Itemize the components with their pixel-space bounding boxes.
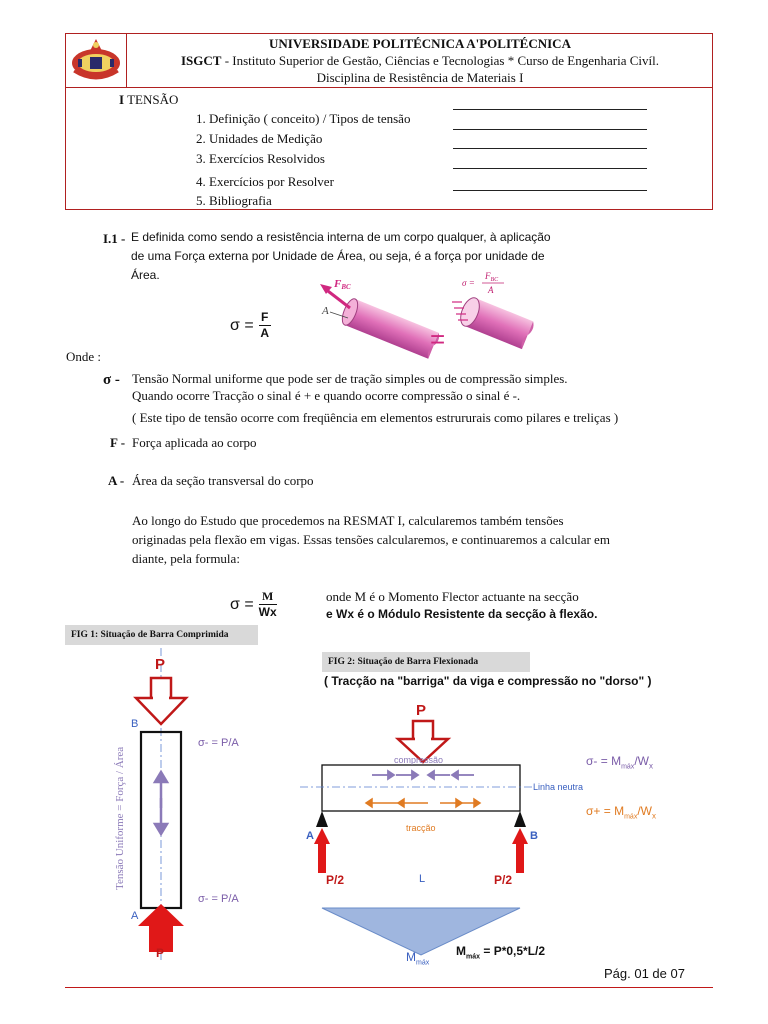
definition-line: Área. xyxy=(131,268,160,282)
fig2-support-b xyxy=(514,811,526,827)
toc-heading-text: TENSÃO xyxy=(127,92,179,107)
fig1-point-a: A xyxy=(131,910,139,922)
paragraph-line: originadas pela flexão em vigas. Essas tensões calcularemos, e continuaremos a calcular em xyxy=(132,532,610,547)
equals-sign: = xyxy=(430,324,446,354)
sigma-note: ( Este tipo de tensão ocorre com freqüência em elementos estrururais como pilares e treliças ) xyxy=(132,410,619,425)
flexure-formula-numerator: M xyxy=(262,589,274,603)
stress-illustration xyxy=(312,272,542,364)
discipline-line: Disciplina de Resistência de Materiais I xyxy=(316,70,524,85)
fig2-point-b: B xyxy=(530,830,538,842)
definition-line: de uma Força externa por Unidade de Área, ou seja, é a força por unidade de xyxy=(131,249,545,263)
stress-formula xyxy=(230,310,271,341)
fig2-sigma-minus xyxy=(586,754,653,770)
fig1-vertical-label: Tensão Uniforme = Força / Área xyxy=(114,746,126,890)
fig2-sigma-minus-prefix: σ- = M xyxy=(586,754,622,768)
university-logo xyxy=(66,33,126,87)
f-description: Força aplicada ao corpo xyxy=(132,435,257,450)
fig2-sigma-plus-prefix: σ+ = M xyxy=(586,804,625,818)
fig2-reaction-left xyxy=(314,828,330,873)
fig2-reaction-right-label: P/2 xyxy=(494,873,513,887)
sigma-sign-rule: Quando ocorre Tracção o sinal é + e quando ocorre compressão o sinal é -. xyxy=(132,388,521,403)
flexure-formula-sigma: σ = xyxy=(230,595,254,613)
flexure-formula xyxy=(230,589,277,620)
fig2-mmax-formula-sub: máx xyxy=(466,953,481,961)
fig2-sigma-plus-sub: máx xyxy=(624,813,638,821)
paragraph-line: Ao longo do Estudo que procedemos na RESMAT I, calcularemos também tensões xyxy=(132,513,564,528)
fig1-reaction-label: P xyxy=(156,946,165,960)
fig2-caption: FIG 2: Situação de Barra Flexionada xyxy=(322,652,530,672)
sigma-description: Tensão Normal uniforme que pode ser de tração simples ou de compressão simples. xyxy=(132,371,568,386)
fig2-compression-arrows xyxy=(372,771,474,779)
fig2-traction-arrows xyxy=(366,799,480,807)
a-description: Área da seção transversal do corpo xyxy=(132,473,314,488)
toc-item: 3. Exercícios Resolvidos xyxy=(196,151,325,166)
fig2-reaction-left-label: P/2 xyxy=(326,873,345,887)
area-label: A xyxy=(322,305,329,317)
fig2-mmax-formula-rest: = P*0,5*L/2 xyxy=(480,944,546,958)
fig2-mmax-formula xyxy=(456,944,545,960)
fig2-support-a xyxy=(316,811,328,827)
toc-blank-line xyxy=(453,190,647,191)
institute-name: - Instituto Superior de Gestão, Ciências e Tecnologias * Curso de Engenharia Civíl. xyxy=(221,53,659,68)
stress-formula-sigma: σ = xyxy=(230,316,254,334)
fig2-sigma-plus-x: x xyxy=(652,811,656,821)
fig2-sigma-plus-suffix: /W xyxy=(637,804,652,818)
toc-item: 1. Definição ( conceito) / Tipos de tensão xyxy=(196,111,411,126)
university-title: UNIVERSIDADE POLITÉCNICA A'POLITÉCNICA xyxy=(269,36,571,51)
left-cylinder xyxy=(339,297,441,360)
flexure-text: e Wx é o Módulo Resistente da secção à flexão. xyxy=(326,607,598,621)
fig2-mmax-letter: M xyxy=(406,950,416,964)
fig2-reaction-right xyxy=(512,828,528,873)
fig2-sigma-minus-sub: máx xyxy=(621,763,635,771)
institute-abbr: ISGCT xyxy=(181,53,222,68)
fig1-load-arrow xyxy=(136,678,186,724)
fig2-subtitle: ( Tracção na "barriga" da viga e compressão no "dorso" ) xyxy=(324,674,652,688)
fig2-beam xyxy=(322,765,520,811)
toc-item: 4. Exercícios por Resolver xyxy=(196,174,334,189)
fig2-mmax-formula-m: M xyxy=(456,944,466,958)
footer-rule xyxy=(65,987,713,988)
illustration-equation: σ = $F_{BC}$ A xyxy=(462,272,499,295)
toc-blank-line xyxy=(453,129,647,130)
flexure-text: onde M é o Momento Flector actuante na secção xyxy=(326,589,579,604)
onde-label: Onde : xyxy=(66,349,102,364)
fig2-traction-label: tracção xyxy=(406,823,436,833)
fig2-diagram xyxy=(300,700,560,972)
fig1-stress-bottom: σ- = P/A xyxy=(198,893,239,905)
right-cylinder xyxy=(457,295,535,350)
fig2-load-label: P xyxy=(416,702,427,719)
a-symbol: A - xyxy=(108,473,125,488)
toc-blank-line xyxy=(453,148,647,149)
definition-line: E definida como sendo a resistência interna de um corpo qualquer, à aplicação xyxy=(131,230,551,244)
fig1-stress-arrows xyxy=(155,772,167,834)
fig2-point-a: A xyxy=(306,830,314,842)
f-symbol: F - xyxy=(110,435,126,450)
toc-heading-num: I xyxy=(119,92,125,107)
fig2-sigma-minus-x: x xyxy=(648,761,653,771)
fig2-neutral-label: Linha neutra xyxy=(533,782,584,792)
logo-cell xyxy=(65,33,127,88)
fig2-mmax-sub: máx xyxy=(416,959,430,967)
fig2-compression-label: compressão xyxy=(394,755,444,765)
fig1-reaction-arrow xyxy=(138,904,184,952)
toc-item: 2. Unidades de Medição xyxy=(196,131,323,146)
toc-item: 5. Bibliografia xyxy=(196,193,272,208)
institute-line xyxy=(130,53,710,69)
stress-formula-denominator: A xyxy=(260,326,269,340)
flexure-formula-denominator: Wx xyxy=(258,605,277,619)
fig2-sigma-minus-suffix: /W xyxy=(634,754,649,768)
fig2-sigma-plus xyxy=(586,804,656,820)
fig2-mmax-label xyxy=(406,950,429,966)
fig1-point-b: B xyxy=(131,718,139,730)
fig1-caption: FIG 1: Situação de Barra Comprimida xyxy=(65,625,258,645)
stress-formula-numerator: F xyxy=(261,310,269,324)
section-number: I.1 - xyxy=(103,231,126,246)
force-label: FBC xyxy=(334,278,351,291)
fig1-stress-top: σ- = P/A xyxy=(198,737,239,749)
toc-blank-line xyxy=(453,109,647,110)
toc-heading xyxy=(119,92,178,108)
fig2-span-label: L xyxy=(419,873,426,885)
toc-blank-line xyxy=(453,168,647,169)
paragraph-line: diante, pela formula: xyxy=(132,551,240,566)
page-number: Pág. 01 de 07 xyxy=(604,966,685,981)
sigma-symbol: σ - xyxy=(103,372,120,388)
fig1-load-label: P xyxy=(155,656,166,673)
